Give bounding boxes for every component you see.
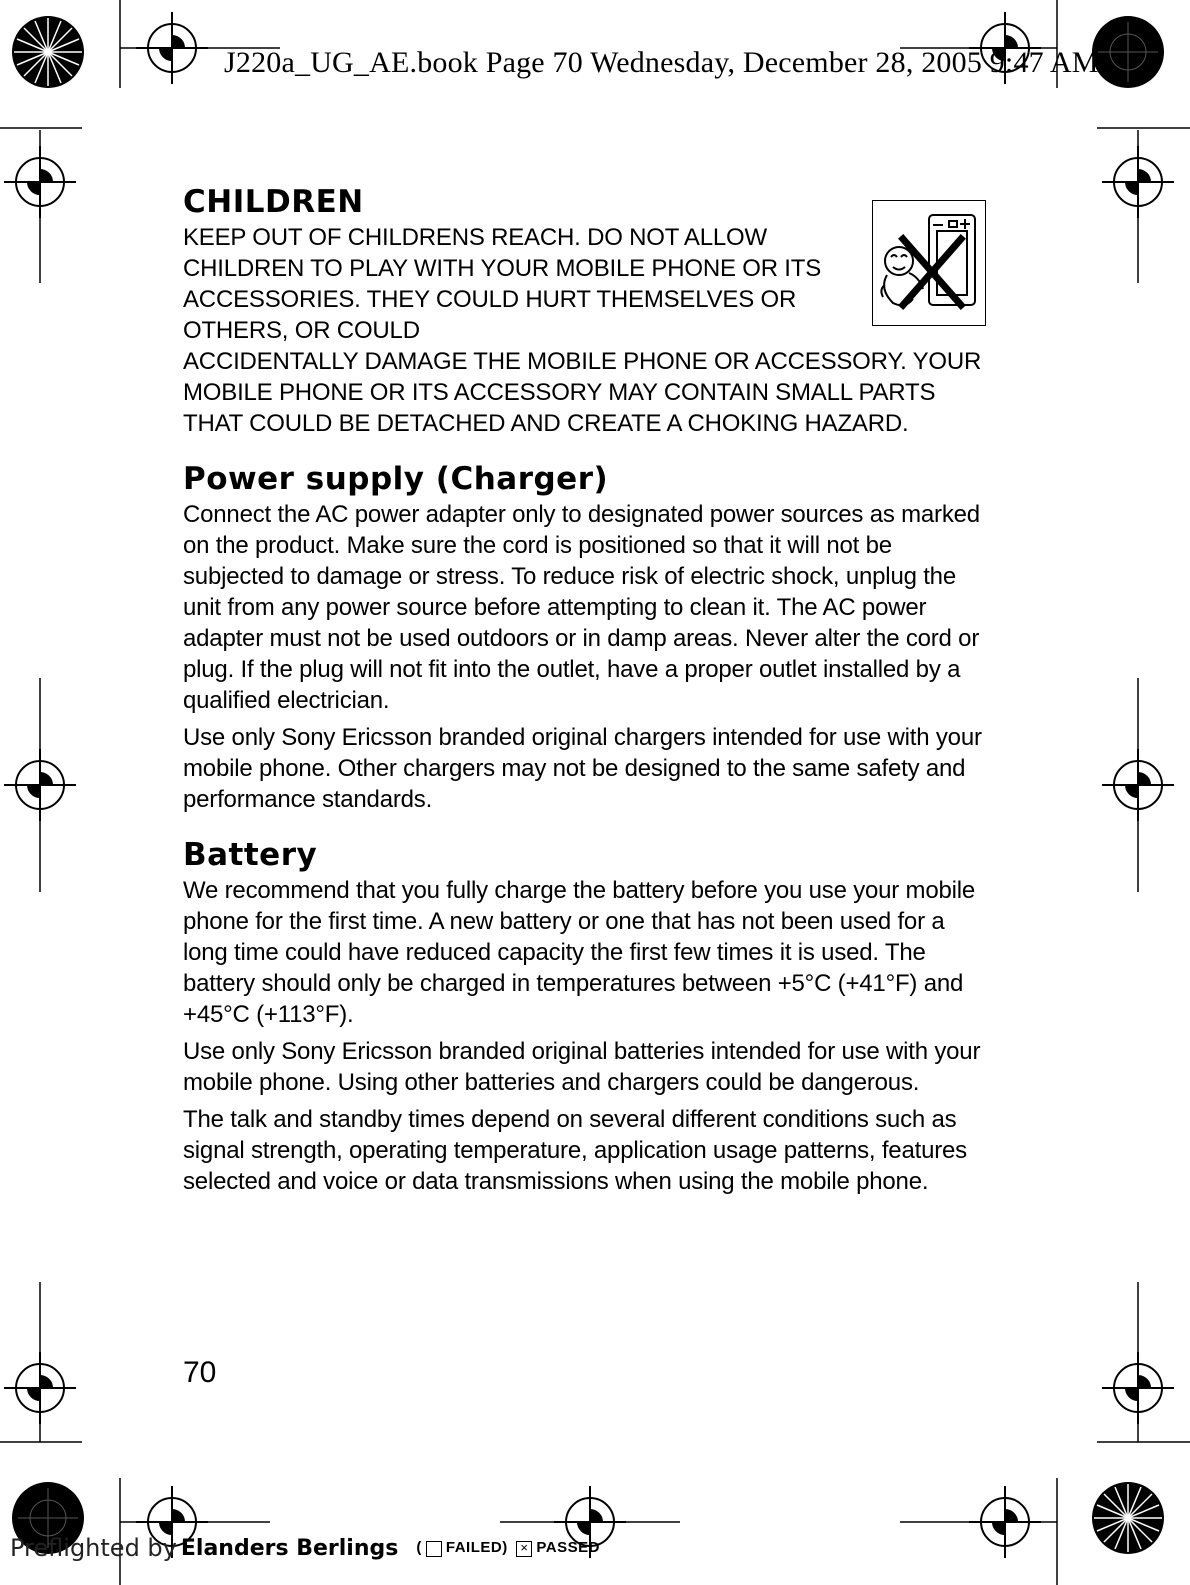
section-heading-power-supply: Power supply (Charger) [183, 461, 609, 497]
brand-logo-text: Elanders Berlings [180, 1535, 399, 1561]
paragraph: KEEP OUT OF CHILDRENS REACH. DO NOT ALLOW CHILDREN TO PLAY WITH YOUR MOBILE PHONE OR ITS ACCESSORIES. THEY COULD HURT THEMSELVES OR OTHERS, OR COULD [183, 224, 822, 344]
preflight-status: ( FAILED) × PASSED [416, 1539, 600, 1557]
failed-label: FAILED [445, 1539, 503, 1557]
passed-label: PASSED [536, 1539, 600, 1557]
paragraph: We recommend that you fully charge the battery before you use your mobile phone for the first time. A new battery or one that has not been used for a long time could have reduced capacity the first few times it is used. The battery should only be charged in temperatures between +5°C (+41°F) and +45°C (+113°F). [183, 877, 976, 1028]
page-number: 70 [183, 1356, 217, 1389]
page-content [183, 182, 993, 1203]
passed-checkbox-icon: × [516, 1541, 532, 1557]
failed-checkbox-icon [426, 1541, 442, 1557]
paragraph: ACCIDENTALLY DAMAGE THE MOBILE PHONE OR ACCESSORY. YOUR MOBILE PHONE OR ITS ACCESSORY MAY CONTAIN SMALL PARTS THAT COULD BE DETACHED AND CREATE A CHOKING HAZARD. [183, 348, 982, 437]
section-battery [183, 835, 993, 1197]
paragraph: Connect the AC power adapter only to designated power sources as marked on the product. Make sure the cord is positioned so that it will not be subjected to damage or stress. To reduce risk of electric shock, unplug the unit from any power source before attempting to clean it. The AC power adapter must not be used outdoors or in damp areas. Never alter the cord or plug. If the plug will not fit into the outlet, have a proper outlet installed by a qualified electrician. [183, 501, 980, 714]
section-heading-battery: Battery [183, 837, 318, 873]
section-children [183, 182, 993, 439]
section-power-supply [183, 459, 993, 815]
paragraph: Use only Sony Ericsson branded original batteries intended for use with your mobile phone. Using other batteries and chargers could be dangerous. [183, 1038, 981, 1096]
book-page-slug: J220a_UG_AE.book Page 70 Wednesday, December 28, 2005 9:47 AM [224, 46, 1099, 79]
paragraph: The talk and standby times depend on several different conditions such as signal strength, operating temperature, application usage patterns, features selected and voice or data transmissions when using the mobile phone. [183, 1106, 967, 1195]
paragraph: Use only Sony Ericsson branded original chargers intended for use with your mobile phone. Other chargers may not be designed to the same safety and performance standards. [183, 724, 982, 813]
preflight-footer [10, 1528, 600, 1568]
section-heading-children: CHILDREN [183, 184, 364, 220]
preflighted-by-label: Preflighted by [10, 1534, 177, 1562]
